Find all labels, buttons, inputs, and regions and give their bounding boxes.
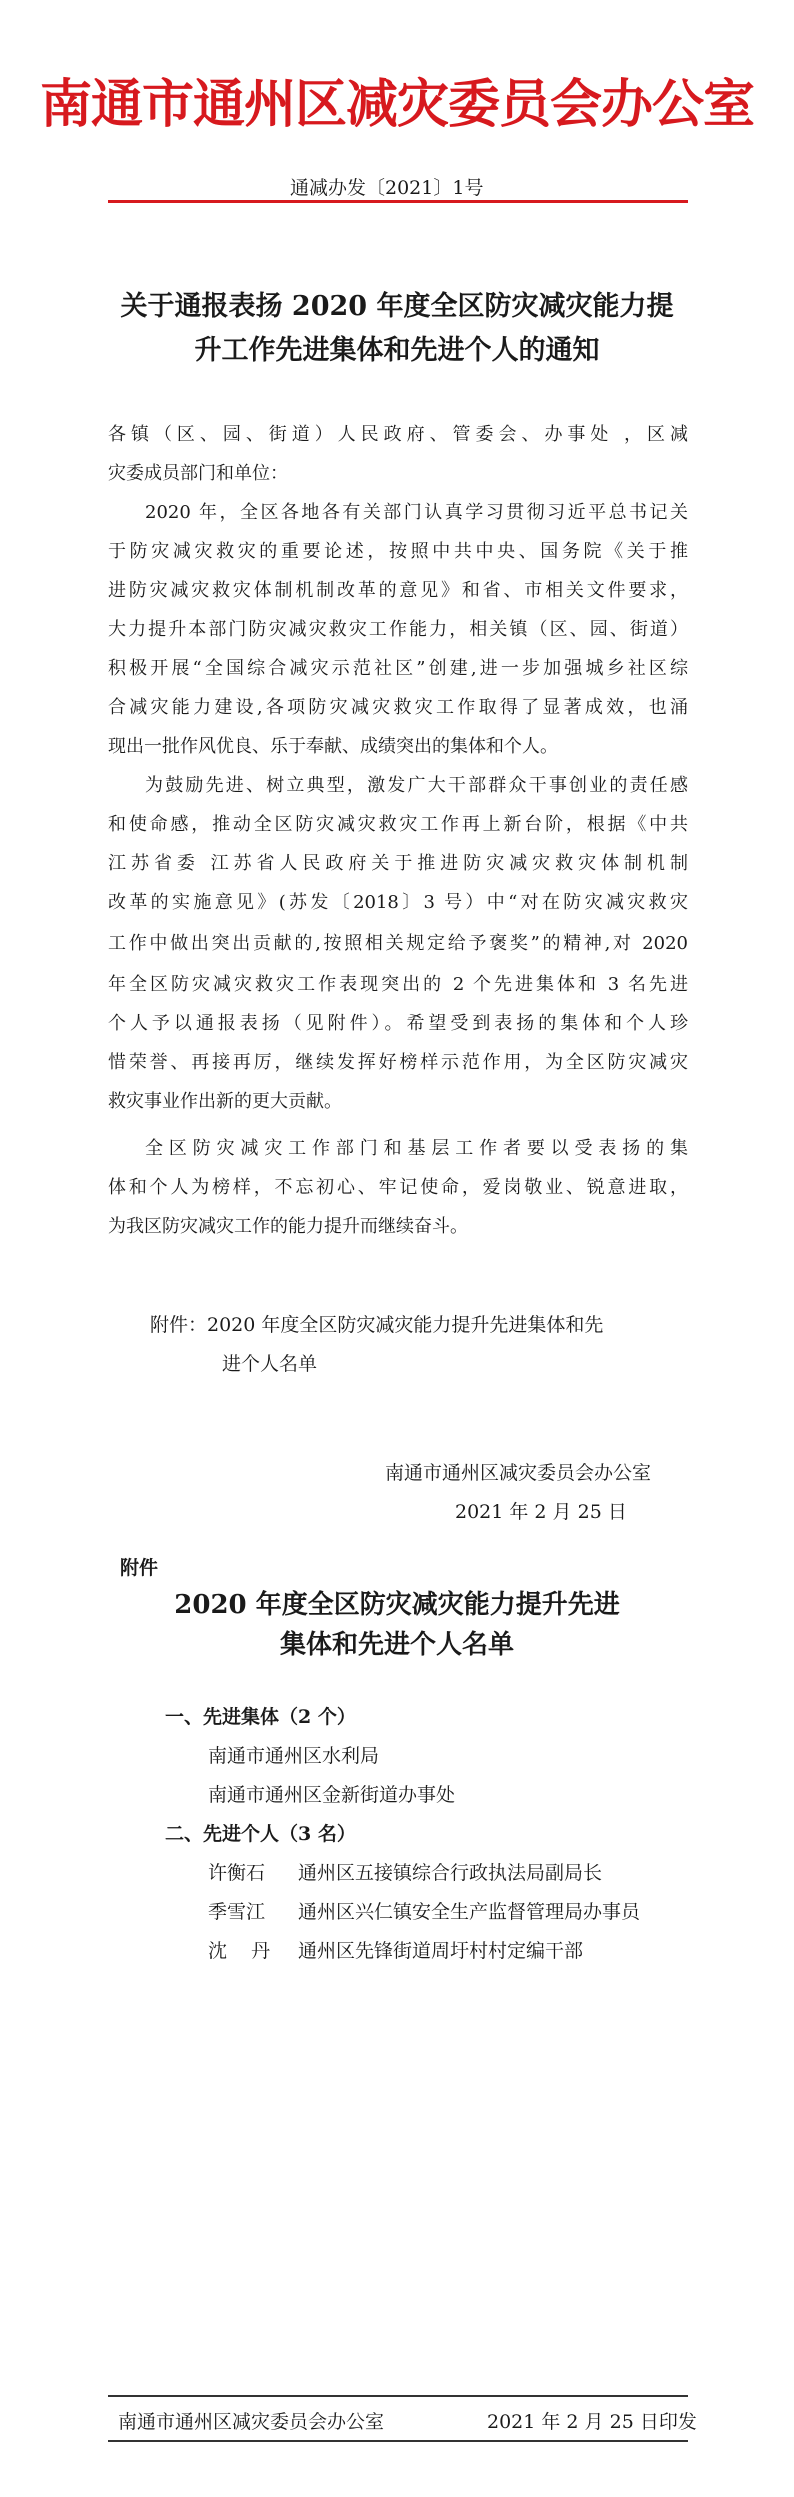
- footer-print-date: 2021 年 2 月 25 日印发: [487, 2411, 697, 2433]
- attachment-reference: 附件：2020 年度全区防灾减灾能力提升先进集体和先: [150, 1314, 604, 1336]
- document-number: 通减办发〔2021〕1号: [290, 177, 484, 199]
- attachment-reference-cont: 进个人名单: [222, 1353, 318, 1375]
- notice-title-line-1: 关于通报表扬 2020 年度全区防灾减灾能力提: [120, 291, 674, 322]
- signature-date: 2021 年 2 月 25 日: [455, 1501, 627, 1523]
- body-line: 个人予以通报表扬（见附件）。希望受到表扬的集体和个人珍: [108, 1013, 688, 1034]
- body-line: 惜荣誉、再接再厉，继续发挥好榜样示范作用，为全区防灾减灾: [108, 1052, 688, 1073]
- body-line: 积极开展“全国综合减灾示范社区”创建,进一步加强城乡社区综: [108, 658, 688, 679]
- body-line: 全区防灾减灾工作部门和基层工作者要以受表扬的集: [145, 1138, 688, 1159]
- individual-name: 沈 丹: [208, 1940, 271, 1962]
- section-individuals-heading: 二、先进个人（3 名）: [165, 1823, 356, 1845]
- body-line: 灾委成员部门和单位：: [108, 463, 288, 484]
- issuer-header: 南通市通州区减灾委员会办公室: [39, 74, 754, 135]
- body-line: 为鼓励先进、树立典型，激发广大干部群众干事创业的责任感: [145, 775, 688, 796]
- body-line: 进防灾减灾救灾体制机制改革的意见》和省、市相关文件要求，: [108, 580, 688, 601]
- body-line: 改革的实施意见》(苏发〔2018〕3 号）中“对在防灾减灾救灾: [108, 892, 688, 913]
- body-line: 工作中做出突出贡献的,按照相关规定给予褒奖”的精神,对 2020: [108, 933, 688, 954]
- footer-organization: 南通市通州区减灾委员会办公室: [118, 2411, 385, 2433]
- body-line: 2020 年，全区各地各有关部门认真学习贯彻习近平总书记关: [145, 502, 688, 523]
- individual-name: 许衡石: [208, 1862, 266, 1884]
- body-line: 年全区防灾减灾救灾工作表现突出的 2 个先进集体和 3 名先进: [108, 974, 688, 995]
- appendix-title-line-2: 集体和先进个人名单: [279, 1630, 514, 1660]
- footer-bottom-rule: [108, 2440, 688, 2442]
- footer-top-rule: [108, 2395, 688, 2397]
- body-line: 江苏省委 江苏省人民政府关于推进防灾减灾救灾体制机制: [108, 853, 688, 874]
- body-line: 现出一批作风优良、乐于奉献、成绩突出的集体和个人。: [108, 736, 558, 757]
- red-divider: [108, 200, 688, 203]
- individual-name: 季雪江: [208, 1901, 266, 1923]
- individual-title: 通州区先锋街道周圩村村定编干部: [298, 1940, 584, 1962]
- individual-title: 通州区兴仁镇安全生产监督管理局办事员: [298, 1901, 641, 1923]
- individual-title: 通州区五接镇综合行政执法局副局长: [298, 1862, 603, 1884]
- body-line: 救灾事业作出新的更大贡献。: [108, 1091, 342, 1112]
- body-line: 于防灾减灾救灾的重要论述，按照中共中央、国务院《关于推: [108, 541, 688, 562]
- notice-title-line-2: 升工作先进集体和先进个人的通知: [194, 335, 600, 366]
- collective-item: 南通市通州区水利局: [208, 1745, 380, 1767]
- body-line: 和使命感，推动全区防灾减灾救灾工作再上新台阶，根据《中共: [108, 814, 688, 835]
- collective-item: 南通市通州区金新街道办事处: [208, 1784, 456, 1806]
- body-line: 大力提升本部门防灾减灾救灾工作能力，相关镇（区、园、街道）: [108, 619, 688, 640]
- signature-organization: 南通市通州区减灾委员会办公室: [385, 1462, 652, 1484]
- appendix-label: 附件: [120, 1557, 159, 1579]
- body-line: 各镇（区、园、街道）人民政府、管委会、办事处 ，区减: [108, 424, 688, 445]
- body-line: 体和个人为榜样，不忘初心、牢记使命，爱岗敬业、锐意进取，: [108, 1177, 688, 1198]
- appendix-title: [100, 1585, 694, 1665]
- body-line: 合减灾能力建设,各项防灾减灾救灾工作取得了显著成效，也涌: [108, 697, 688, 718]
- appendix-title-line-1: 2020 年度全区防灾减灾能力提升先进: [174, 1590, 620, 1620]
- section-collectives-heading: 一、先进集体（2 个）: [165, 1706, 356, 1728]
- notice-title: [100, 285, 694, 373]
- body-line: 为我区防灾减灾工作的能力提升而继续奋斗。: [108, 1216, 468, 1237]
